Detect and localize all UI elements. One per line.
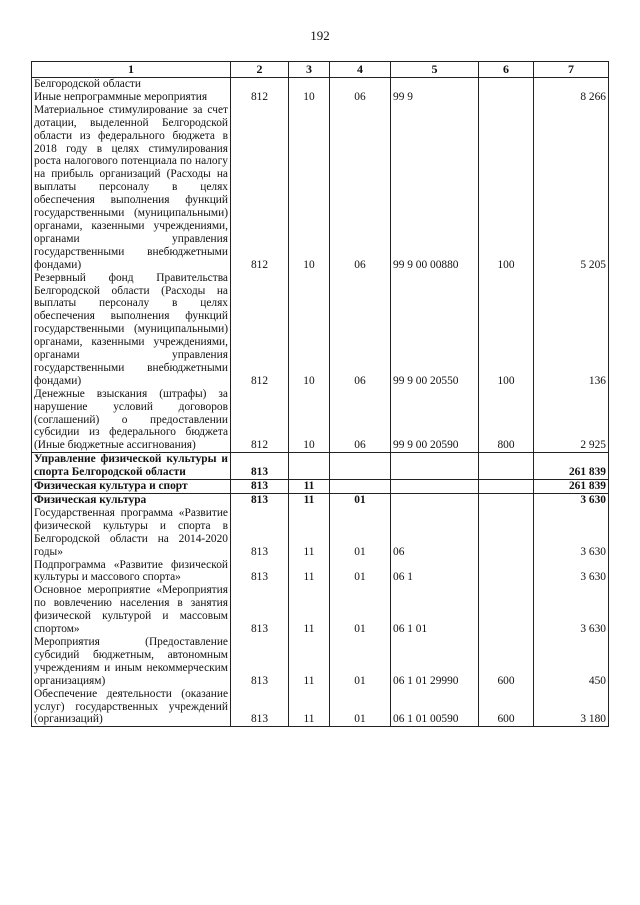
amount: 450 <box>534 636 609 688</box>
expense-type-code <box>479 559 534 585</box>
subsection-code: 01 <box>330 507 391 559</box>
amount: 8 266 <box>534 91 609 104</box>
subsection-code: 01 <box>330 584 391 636</box>
subsection-code: 06 <box>330 388 391 453</box>
grbs-code: 812 <box>231 388 289 453</box>
row-name: Основное мероприятие «Мероприятия по вовлечению населения в занятия физической культурой и массовым спортом» <box>32 584 231 636</box>
section-code <box>289 78 330 91</box>
subsection-code: 01 <box>330 494 391 507</box>
grbs-code: 813 <box>231 688 289 727</box>
row-name: Физическая культура <box>32 494 231 507</box>
grbs-code: 812 <box>231 104 289 272</box>
expense-type-code <box>479 78 534 91</box>
row-name: Обеспечение деятельности (оказание услуг) государственных учреждений (организаций) <box>32 688 231 727</box>
table-row <box>32 559 609 585</box>
column-header: 1 <box>32 62 231 78</box>
table-row <box>32 272 609 388</box>
table-row <box>32 494 609 507</box>
subsection-code: 01 <box>330 636 391 688</box>
row-name: Государственная программа «Развитие физической культуры и спорта в Белгородской области на 2014-2020 годы» <box>32 507 231 559</box>
section-code: 10 <box>289 388 330 453</box>
grbs-code: 812 <box>231 272 289 388</box>
table-row <box>32 688 609 727</box>
target-article-code: 06 1 01 <box>391 584 479 636</box>
row-name: Иные непрограммные мероприятия <box>32 91 231 104</box>
target-article-code: 06 1 <box>391 559 479 585</box>
grbs-code: 813 <box>231 636 289 688</box>
row-name: Управление физической культуры и спорта Белгородской области <box>32 453 231 480</box>
expense-type-code <box>479 480 534 494</box>
amount: 3 630 <box>534 507 609 559</box>
grbs-code: 813 <box>231 494 289 507</box>
amount: 3 630 <box>534 494 609 507</box>
grbs-code: 813 <box>231 453 289 480</box>
column-header: 6 <box>479 62 534 78</box>
amount: 3 180 <box>534 688 609 727</box>
table-row <box>32 636 609 688</box>
target-article-code: 06 1 01 29990 <box>391 636 479 688</box>
table-row <box>32 480 609 494</box>
expense-type-code <box>479 453 534 480</box>
section-code: 10 <box>289 91 330 104</box>
subsection-code: 06 <box>330 272 391 388</box>
section-code: 11 <box>289 636 330 688</box>
grbs-code: 813 <box>231 480 289 494</box>
amount <box>534 78 609 91</box>
expense-type-code <box>479 507 534 559</box>
table-body <box>32 78 609 727</box>
expense-type-code: 600 <box>479 636 534 688</box>
grbs-code: 813 <box>231 559 289 585</box>
row-name: Материальное стимулирование за счет дотации, выделенной Белгородской области из федерального бюджета в 2018 году в целях стимулирования роста налогового потенциала по налогу на прибыль организаций (Расходы на выплаты персоналу в целях обеспечения выполнения функций государственными (муниципальными) органами, казенными учреждениями, органами управления государственными внебюджетными фондами) <box>32 104 231 272</box>
row-name: Резервный фонд Правительства Белгородской области (Расходы на выплаты персоналу в целях обеспечения выполнения функций государственными (муниципальными) органами, казенными учреждениями, органами управления государственными внебюджетными фондами) <box>32 272 231 388</box>
section-code: 11 <box>289 480 330 494</box>
expense-type-code: 100 <box>479 104 534 272</box>
table-row <box>32 453 609 480</box>
column-header: 7 <box>534 62 609 78</box>
row-name: Подпрограмма «Развитие физической культуры и массового спорта» <box>32 559 231 585</box>
target-article-code: 99 9 00 20590 <box>391 388 479 453</box>
column-header: 3 <box>289 62 330 78</box>
table-header-row <box>32 62 609 78</box>
target-article-code: 99 9 00 00880 <box>391 104 479 272</box>
subsection-code: 01 <box>330 559 391 585</box>
amount: 5 205 <box>534 104 609 272</box>
table-row <box>32 78 609 91</box>
section-code: 10 <box>289 104 330 272</box>
amount: 2 925 <box>534 388 609 453</box>
table-row <box>32 104 609 272</box>
expense-type-code: 100 <box>479 272 534 388</box>
section-code: 11 <box>289 494 330 507</box>
expense-type-code <box>479 494 534 507</box>
target-article-code <box>391 494 479 507</box>
row-name: Денежные взыскания (штрафы) за нарушение условий договоров (соглашений) о предоставлении субсидии из федерального бюджета (Иные бюджетные ассигнования) <box>32 388 231 453</box>
budget-table <box>31 61 609 727</box>
subsection-code: 06 <box>330 91 391 104</box>
subsection-code <box>330 453 391 480</box>
amount: 3 630 <box>534 584 609 636</box>
amount: 261 839 <box>534 453 609 480</box>
section-code: 11 <box>289 559 330 585</box>
subsection-code <box>330 480 391 494</box>
target-article-code <box>391 480 479 494</box>
grbs-code: 812 <box>231 91 289 104</box>
table-row <box>32 584 609 636</box>
target-article-code <box>391 453 479 480</box>
subsection-code: 01 <box>330 688 391 727</box>
amount: 3 630 <box>534 559 609 585</box>
target-article-code: 99 9 00 20550 <box>391 272 479 388</box>
section-code: 11 <box>289 507 330 559</box>
section-code: 11 <box>289 584 330 636</box>
column-header: 5 <box>391 62 479 78</box>
amount: 261 839 <box>534 480 609 494</box>
expense-type-code: 800 <box>479 388 534 453</box>
table-row <box>32 388 609 453</box>
section-code: 10 <box>289 272 330 388</box>
target-article-code: 06 1 01 00590 <box>391 688 479 727</box>
section-code: 11 <box>289 688 330 727</box>
subsection-code: 06 <box>330 104 391 272</box>
row-name: Мероприятия (Предоставление субсидий бюджетным, автономным учреждениям и иным некоммерческим организациям) <box>32 636 231 688</box>
grbs-code: 813 <box>231 507 289 559</box>
subsection-code <box>330 78 391 91</box>
expense-type-code: 600 <box>479 688 534 727</box>
page-number: 192 <box>310 28 330 43</box>
expense-type-code <box>479 91 534 104</box>
section-code <box>289 453 330 480</box>
column-header: 4 <box>330 62 391 78</box>
target-article-code: 99 9 <box>391 91 479 104</box>
row-name: Белгородской области <box>32 78 231 91</box>
table-row <box>32 91 609 104</box>
target-article-code: 06 <box>391 507 479 559</box>
column-header: 2 <box>231 62 289 78</box>
grbs-code: 813 <box>231 584 289 636</box>
target-article-code <box>391 78 479 91</box>
amount: 136 <box>534 272 609 388</box>
grbs-code <box>231 78 289 91</box>
expense-type-code <box>479 584 534 636</box>
table-row <box>32 507 609 559</box>
row-name: Физическая культура и спорт <box>32 480 231 494</box>
